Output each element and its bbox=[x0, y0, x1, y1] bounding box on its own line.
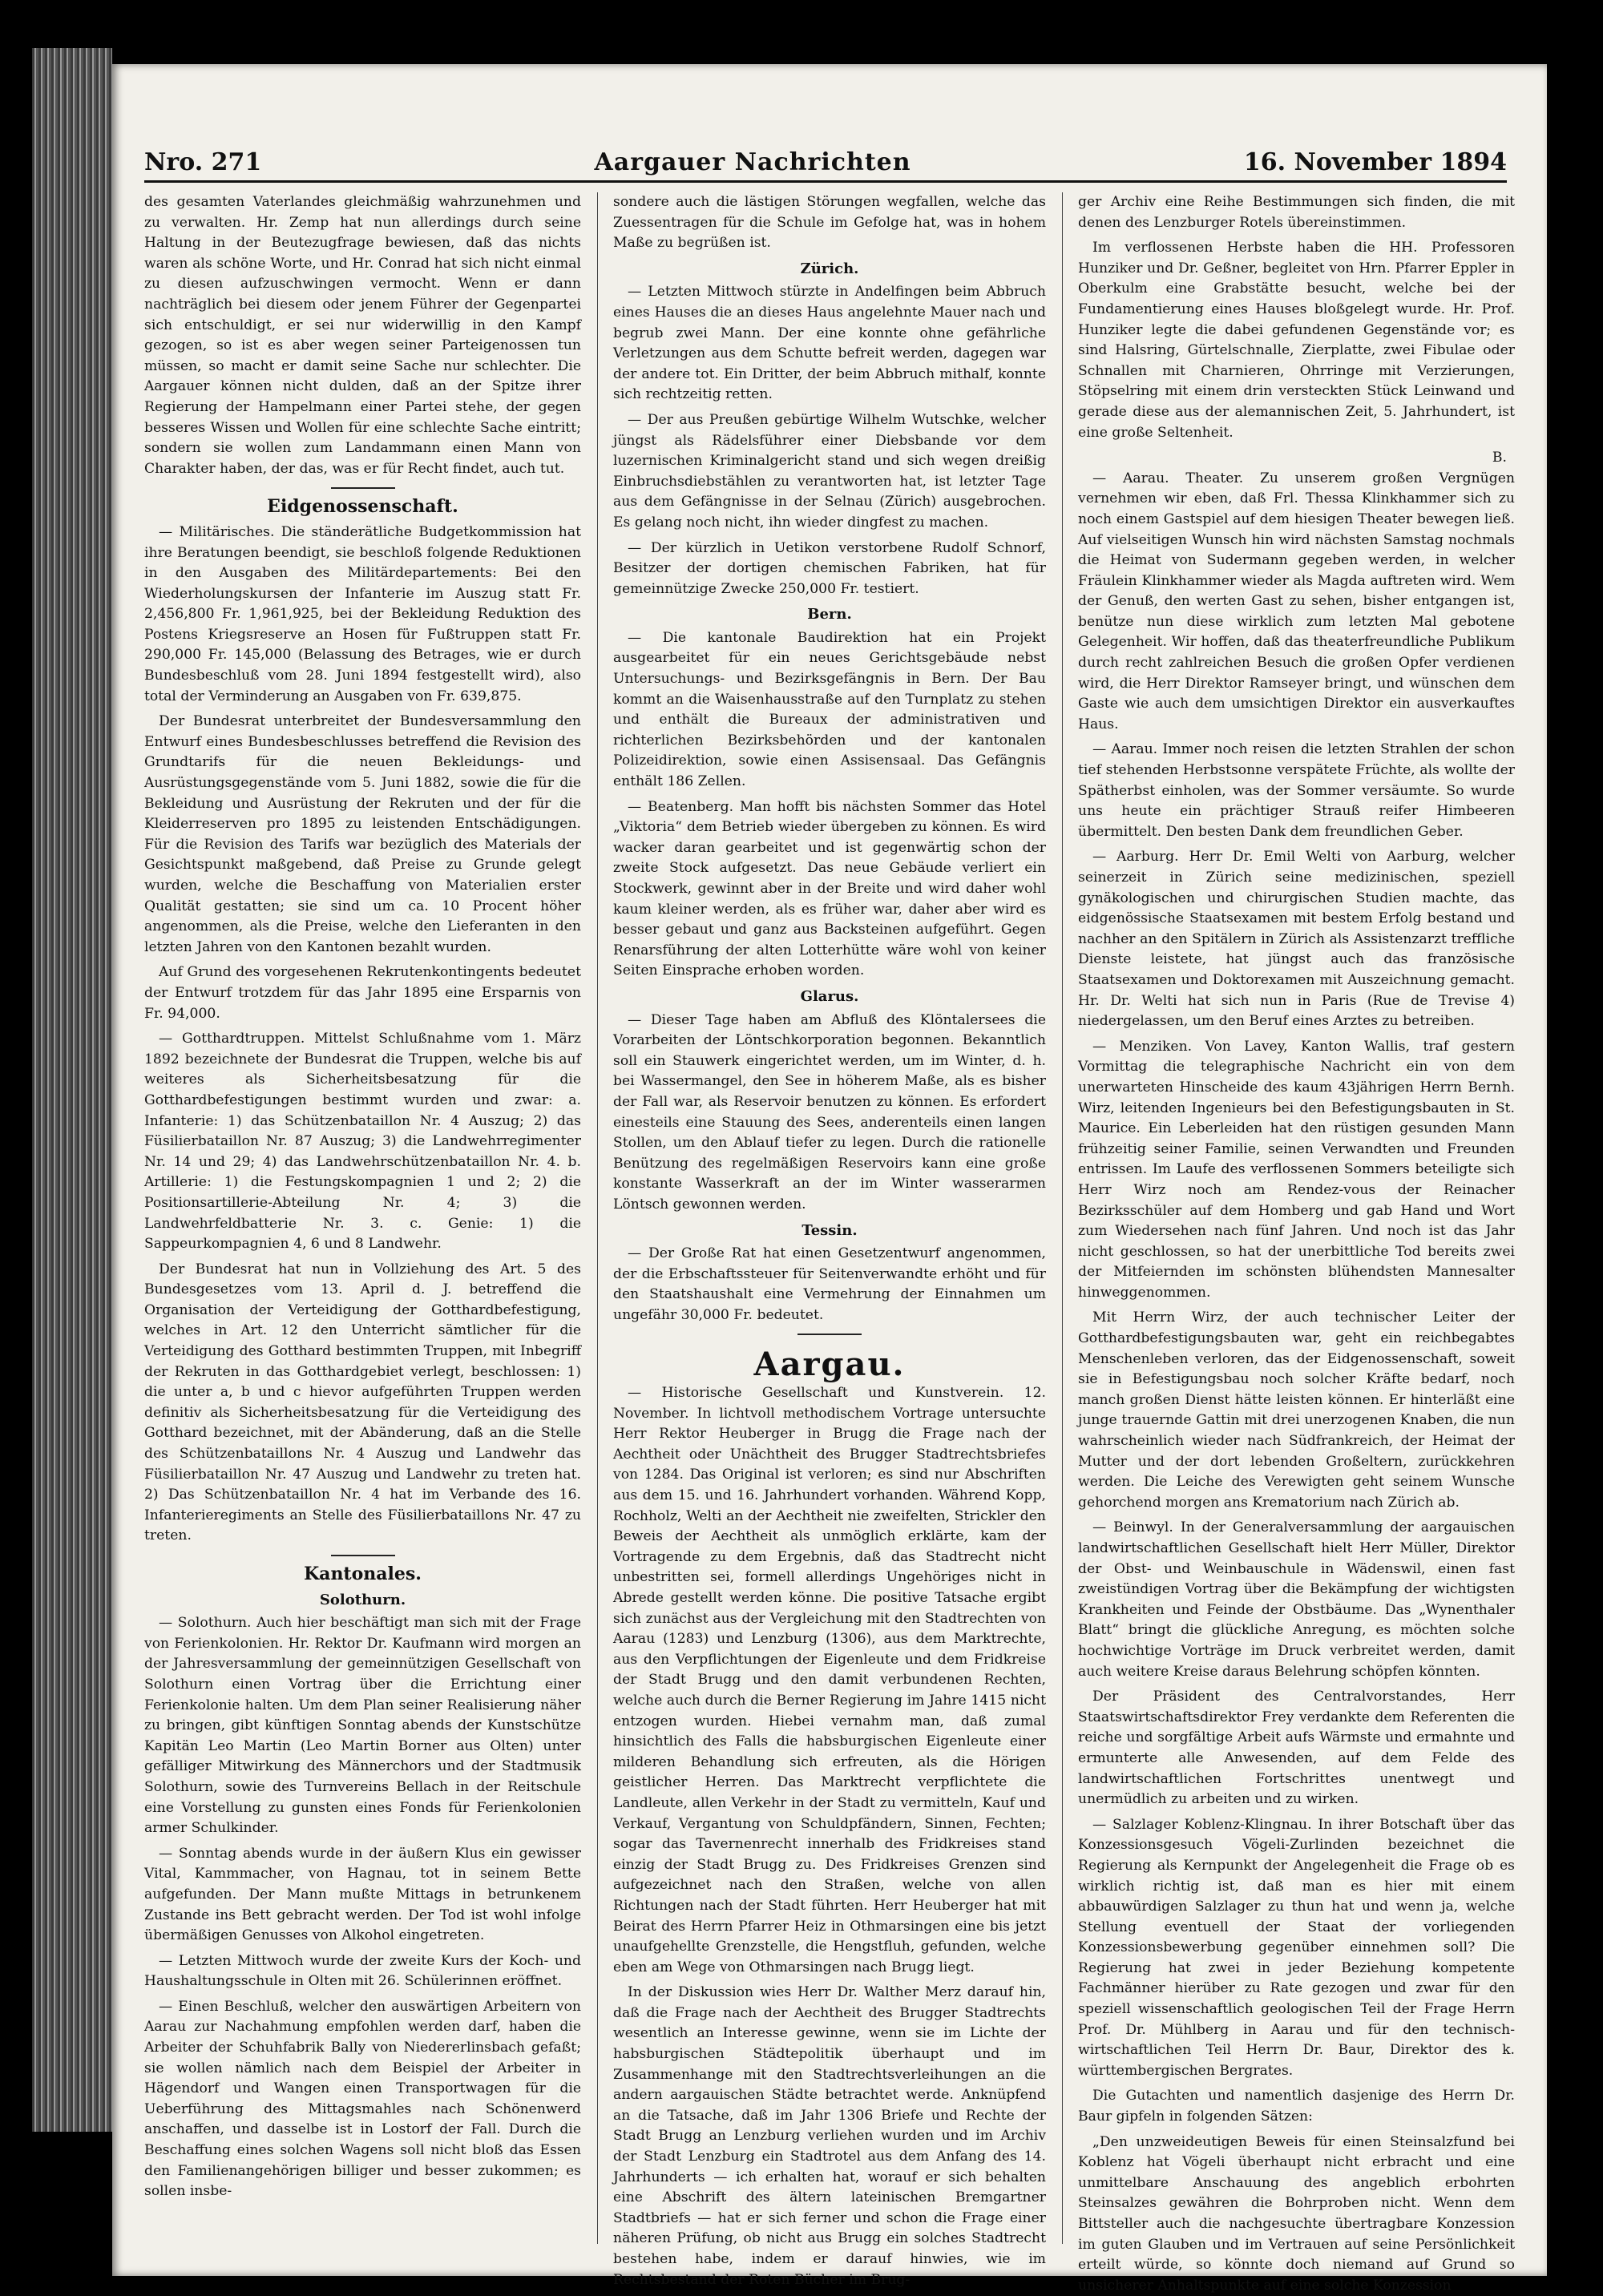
column-3 bbox=[1078, 192, 1515, 2294]
article-paragraph: — Der aus Preußen gebürtige Wilhelm Wutschke, welcher jüngst als Rädelsführer einer Diebsbande vor dem luzernischen Kriminalgericht stand und sich wegen dreißig Einbruchsdiebstählen zu verantworten hat, ist letzter Tage aus dem Gefängnisse in der Selnau (Zürich) ausgebrochen. Es gelang noch nicht, ihn wieder dingfest zu machen. bbox=[613, 411, 1046, 531]
book-page-edges bbox=[32, 48, 112, 2132]
article-paragraph: sondere auch die lästigen Störungen wegfallen, welche das Zuessentragen für die Schule im Gefolge hat, was in hohem Maße zu begrüßen ist. bbox=[613, 194, 1046, 252]
author-signature: B. bbox=[1492, 450, 1507, 466]
article-paragraph: — Aarburg. Herr Dr. Emil Welti von Aarburg, welcher seinerzeit in Zürich seine medizinischen, speziell gynäkologischen und chirurgischen Studien machte, das eidgenössische Staatsexamen mit bestem Erfolg bestand und nachher an den Spitälern in Zürich als Assistenzarzt treffliche Dienste leistete, hat jüngst auch das französische Staatsexamen und Doktorexamen mit Auszeichnung gemacht. Hr. Dr. Welti hat sich nun in Paris (Rue de Trevise 4) niedergelassen, um den Beruf eines Arztes zu betreiben. bbox=[1078, 849, 1515, 1030]
article-paragraph: — Der kürzlich in Uetikon verstorbene Rudolf Schnorf, Besitzer der dortigen chemischen Fabriken, hat für gemeinnützige Zwecke 250,000 Fr. testiert. bbox=[613, 539, 1046, 597]
section-heading: Eidgenossenschaft. bbox=[267, 496, 458, 518]
article-paragraph: — Einen Beschluß, welcher den auswärtigen Arbeitern von Aarau zur Nachahmung empfohlen werden darf, haben die Arbeiter der Schuhfabrik Bally von Niedererlinsbach gefaßt; sie wollen nämlich nach dem Beispiel der Arbeiter in Hägendorf und Wangen einen Transportwagen für die Ueberführung des Mittagsmahles nach Schönenwerd anschaffen, und dasselbe ist in Lostorf der Fall. Durch die Beschaffung eines solchen Wagens soll nicht bloß das Essen den Familienangehörigen billiger und besser zukommen; es sollen insbe- bbox=[144, 1998, 581, 2200]
article-paragraph: — Dieser Tage haben am Abfluß des Klöntalersees die Vorarbeiten der Löntschkorporation begonnen. Bekanntlich soll ein Stauwerk eingerichtet werden, um im Winter, d. h. bei Wassermangel, den See in höherem Maße, als es bisher der Fall war, als Reservoir benutzen zu können. Es erfordert einesteils eine Stauung des Sees, anderenteils einen langen Stollen, um den Ablauf tiefer zu legen. Durch die rationelle Benützung des regelmäßigen Reservoirs kann eine große konstante Wasserkraft an der im Winter wasserarmen Löntsch gewonnen werden. bbox=[613, 1011, 1046, 1213]
article-paragraph: — Beatenberg. Man hofft bis nächsten Sommer das Hotel „Viktoria“ dem Betrieb wieder übergeben zu können. Es wird wacker daran gearbeitet und ist gegenwärtig schon der zweite Stock aufgesetzt. Das neue Gebäude verliert ein Stockwerk, gewinnt aber in der Breite und wird daher wohl kaum kleiner werden, als es früher war, daher aber wird es besser gebaut und ganz aus Backsteinen aufgeführt. Gegen Renarsführung der alten Lotterhütte wäre wohl von keiner Seiten Einsprache erhoben worden. bbox=[613, 798, 1046, 979]
column-1 bbox=[144, 192, 581, 2244]
article-paragraph: — Letzten Mittwoch stürzte in Andelfingen beim Abbruch eines Hauses die an dieses Haus angelehnte Mauer nach und begrub zwei Mann. Der eine konnte ohne gefährliche Verletzungen aus dem Schutte befreit werden, dagegen war der andere tot. Ein Dritter, der beim Abbruch mithalf, konnte sich rechtzeitig retten. bbox=[613, 284, 1046, 403]
subsection-heading: Glarus. bbox=[800, 987, 859, 1005]
article-paragraph: Auf Grund des vorgesehenen Rekrutenkontingents bedeutet der Entwurf trotzdem für das Jahr 1895 eine Ersparnis von Fr. 94,000. bbox=[144, 964, 581, 1022]
section-heading: Kantonales. bbox=[304, 1564, 422, 1584]
section-heading-large: Aargau. bbox=[753, 1346, 906, 1384]
article-paragraph: — Solothurn. Auch hier beschäftigt man sich mit der Frage von Ferienkolonien. Hr. Rektor Dr. Kaufmann wird morgen an der Jahresversammlung der gemeinnützigen Gesellschaft von Solothurn einen Vortrag über die Errichtung einer Ferienkolonie halten. Um dem Plan seiner Realisierung näher zu bringen, gibt künftigen Sonntag abends der Kunstschütze Kapitän Leo Martin (Leo Martin Borner aus Olten) unter gefälliger Mitwirkung des Männerchors und der Stadtmusik Solothurn, sowie des Turnvereins Bellach in der Reitschule eine Vorstellung zu gunsten eines Fonds für Ferienkolonien armer Schulkinder. bbox=[144, 1615, 581, 1837]
header-rule bbox=[144, 180, 1507, 183]
article-paragraph: Im verflossenen Herbste haben die HH. Professoren Hunziker und Dr. Geßner, begleitet von Hrn. Pfarrer Eppler in Oberkulm eine Grabstätte besucht, welche bei der Fundamentierung eines Hauses bloßgelegt wurde. Hr. Prof. Hunziker legte die dabei gefundenen Gegenstände vor; es sind Halsring, Gürtelschnalle, Zierplatte, zwei Fibulae oder Schnallen mit Charnieren, Ohrringe mit Verzierungen, Stöpselring mit einem drin versteckten Stück Leinwand und gerade diese aus der alemannischen Zeit, 5. Jahrhundert, ist eine große Seltenheit. bbox=[1078, 240, 1515, 441]
article-paragraph: — Letzten Mittwoch wurde der zweite Kurs der Koch- und Haushaltungsschule in Olten mit 26. Schülerinnen eröffnet. bbox=[144, 1952, 581, 1990]
article-paragraph: Mit Herrn Wirz, der auch technischer Leiter der Gotthardbefestigungsbauten war, geht ein reichbegabtes Menschenleben verloren, das der Eidgenossenschaft, soweit sie in Befestigungsbau noch solcher Kräfte bedarf, noch manch großen Dienst hätte leisten können. Er hinterläßt eine junge trauernde Gattin mit drei unerzogenen Knaben, die nun wahrscheinlich wieder nach Südfrankreich, der Heimat der Mutter und der dort lebenden Großeltern, zurückkehren werden. Die Leiche des Verewigten geht seinem Wunsche gehorchend morgen ans Krematorium nach Zürich ab. bbox=[1078, 1309, 1515, 1511]
article-paragraph: — Beinwyl. In der Generalversammlung der aargauischen landwirtschaftlichen Gesellschaft hielt Herr Müller, Direktor der Obst- und Weinbauschule in Wädenswil, einen fast zweistündigen Vortrag über die Bekämpfung der wichtigsten Krankheiten und Feinde der Obstbäume. Das „Wynenthaler Blatt“ bringt die glückliche Anregung, es möchten solche hochwichtige Vorträge im Druck verbreitet werden, damit auch weitere Kreise daraus Belehrung schöpfen könnten. bbox=[1078, 1519, 1515, 1680]
article-paragraph: — Gotthardtruppen. Mittelst Schlußnahme vom 1. März 1892 bezeichnete der Bundesrat die Truppen, welche bis auf weiteres als Sicherheitsbesatzung für die Gotthardbefestigungen bestimmt wurden und zwar: a. Infanterie: 1) das Schützenbataillon Nr. 4 Auszug; 2) das Füsilierbataillon Nr. 87 Auszug; 3) die Landwehrregimenter Nr. 14 und 29; 4) das Landwehrschützenbataillon Nr. 4. b. Artillerie: 1) die Festungskompagnien 1 und 2; 2) die Positionsartillerie-Abteilung Nr. 4; 3) die Landwehrfeldbatterie Nr. 3. c. Genie: 1) die Sappeurkompagnien 4, 6 und 8 Landwehr. bbox=[144, 1031, 581, 1253]
article-paragraph: Die Gutachten und namentlich dasjenige des Herrn Dr. Baur gipfeln in folgenden Sätzen: bbox=[1078, 2088, 1515, 2125]
article-paragraph: Der Präsident des Centralvorstandes, Herr Staatswirtschaftsdirektor Frey verdankte dem Referenten die reiche und sorgfältige Arbeit aufs Wärmste und ermahnte und ermunterte alle Anwesenden, auf dem Felde des landwirtschaftlichen Fortschrittes unentwegt und unermüdlich zu arbeiten und zu wirken. bbox=[1078, 1689, 1515, 1808]
article-paragraph: des gesamten Vaterlandes gleichmäßig wahrzunehmen und zu verwalten. Hr. Zemp hat nun allerdings durch seine Haltung in der Beutezugfrage bewiesen, daß das nichts waren als schöne Worte, und Hr. Conrad hat sich nicht einmal zu diesen aufzuschwingen vermocht. Wenn er dann nachträglich bei diesem oder jenem Führer der Gegenpartei sich entschuldigt, er sei nur widerwillig in den Kampf gezogen, so ist es aber wegen seiner Parteigenossen tun müssen, so macht er damit seine Sache nur schlechter. Die Aargauer können nicht dulden, daß an der Spitze ihrer Regierung der Hampelmann einer Partei stehe, der gegen besseres Wissen und Wollen für eine schlechte Sache eintritt; sondern sie wollen zum Landammann einen Mann von Charakter haben, der das, was er für Recht findet, auch tut. bbox=[144, 194, 581, 477]
article-paragraph: — Salzlager Koblenz-Klingnau. In ihrer Botschaft über das Konzessionsgesuch Vögeli-Zurlinden bezeichnet die Regierung als Kernpunkt der Angelegenheit die Frage ob es wirklich richtig ist, daß man es hier mit einem abbauwürdigen Salzlager zu thun hat und wenn ja, welche Stellung eventuell der Staat der vorliegenden Konzessionsbewerbung gegenüber einnehmen soll? Die Regierung hat zwei in jeder Beziehung kompetente Fachmänner hierüber zu Rate gezogen und zwar für den speziell wissenschaftlich geologischen Teil der Frage Herrn Prof. Dr. Mühlberg in Aarau und für den technisch-wirtschaftlichen Teil Herrn Dr. Baur, Direktor des k. württembergischen Bergrates. bbox=[1078, 1816, 1515, 2079]
issue-number: Nro. 271 bbox=[144, 148, 262, 176]
article-paragraph: — Sonntag abends wurde in der äußern Klus ein gewisser Vital, Kammmacher, von Hagnau, tot in seinem Bette aufgefunden. Der Mann mußte Mittags in betrunkenem Zustande ins Bett gebracht werden. Der Tod ist wohl infolge übermäßigen Genusses von Alkohol eingetreten. bbox=[144, 1845, 581, 1944]
article-paragraph: ger Archiv eine Reihe Bestimmungen sich finden, die mit denen des Lenzburger Rotels übereinstimmen. bbox=[1078, 194, 1515, 231]
separator-rule bbox=[797, 1334, 862, 1335]
issue-date: 16. November 1894 bbox=[1243, 148, 1507, 176]
article-paragraph: — Militärisches. Die ständerätliche Budgetkommission hat ihre Beratungen beendigt, sie beschloß folgende Reduktionen in den Ausgaben des Militärdepartements: Bei den Wiederholungskursen der Infanterie im Auszug statt Fr. 2,456,800 Fr. 1,961,925, bei der Bekleidung Reduktion des Postens Kriegsreserve an Hosen für Fußtruppen statt Fr. 290,000 Fr. 145,000 (Belassung des Betrages, wie er durch Bundesbeschluß vom 28. Juni 1894 festgestellt wird), also total der Verminderung an Ausgaben von Fr. 639,875. bbox=[144, 523, 581, 704]
column-2 bbox=[613, 192, 1046, 2288]
article-paragraph: In der Diskussion wies Herr Dr. Walther Merz darauf hin, daß die Frage nach der Aechtheit des Brugger Stadtrechts wesentlich an Interesse gewinne, wenn sie im Lichte der habsburgischen Städtepolitik überhaupt und im Zusammenhange mit den Stadtrechtsverleihungen an die andern aargauischen Städte betrachtet werde. Anknüpfend an die Tatsache, daß im Jahr 1306 Briefe und Rechte der Stadt Brugg an Lenzburg verliehen wurden und im Archiv der Stadt Lenzburg ein Stadtrotel aus dem Anfang des 14. Jahrhunderts — ich erhalten hat, worauf er sich behalten eine Abschrift des ältern lateinischen Bremgartner Stadtbriefs — hat er sich ferner und schon die Frage einer näheren Prüfung, ob nicht aus Brugg ein solches Stadtrecht bestehen habe, indem er darauf hinwies, wie im Rechtsbestand der Roten Bücher im Brug- bbox=[613, 1984, 1046, 2288]
column-divider bbox=[597, 192, 598, 2244]
article-paragraph: — Historische Gesellschaft und Kunstverein. 12. November. In lichtvoll methodischem Vortrage untersuchte Herr Rektor Heuberger in Brugg die Frage nach der Aechtheit oder Unächtheit des Brugger Stadtrechtsbriefes von 1284. Das Original ist verloren; es sind nur Abschriften aus dem 15. und 16. Jahrhundert vorhanden. Während Kopp, Rochholz, Welti an der Aechtheit nie zweifelten, Strickler den Beweis der Aechtheit als unmöglich erklärte, kam der Vortragende zu dem Ergebnis, daß das Stadtrecht nicht unbestritten sei, formell allerdings Ungehöriges nicht in Abrede gestellt werden könne. Die positive Tatsache ergibt sich zunächst aus der Vergleichung mit den Stadtrechten von Aarau (1283) und Lenzburg (1306), aus dem Marktrechte, aus den Verpflichtungen der Eigenleute und dem Fridkreise der Stadt Brugg und den damit verbundenen Rechten, welche auch durch die Berner Regierung im Jahre 1415 nicht entzogen wurden. Hiebei vernahm man, daß zumal hinsichtlich des Falls die habsburgischen Eigenleute einer milderen Behandlung sich erfreuten, als die Hörigen geistlicher Herren. Das Marktrecht verpflichtete die Landleute, allen Verkehr in der Stadt zu vermitteln, Kauf und Verkauf, Vergantung von Schuldpfändern, Sinnen, Fechten; sogar das Tavernenrecht innerhalb des Fridkreises stand einzig der Stadt Brugg zu. Des Fridkreises Grenzen sind aufgezeichnet nach den Straßen, welche von allen Richtungen nach der Stadt führten. Herr Heuberger hat mit Beirat des Herrn Pfarrer Heiz in Othmarsingen eine bis jetzt unaufgehellte Grenzstelle, die Hengstfluh, gefunden, welche eben am Wege von Othmarsingen nach Brugg liegt. bbox=[613, 1385, 1046, 1975]
article-paragraph: „Den unzweideutigen Beweis für einen Steinsalzfund bei Koblenz hat Vögeli überhaupt nicht erbracht und eine unmittelbare Anschauung des angeblich erbohrten Steinsalzes gewähren die Bohrproben nicht. Wenn dem Bittsteller auch die nachgesuchte übertragbare Konzession im guten Glauben und im Vertrauen auf seine Persönlichkeit erteilt würde, so könnte doch niemand auf Grund so unsicherer Anhaltspunkte auf eine solche Konzession bbox=[1078, 2133, 1515, 2294]
newspaper-title: Aargauer Nachrichten bbox=[594, 148, 911, 176]
separator-rule bbox=[331, 1555, 395, 1556]
subsection-heading: Zürich. bbox=[800, 260, 859, 277]
article-paragraph: — Aarau. Immer noch reisen die letzten Strahlen der schon tief stehenden Herbstsonne verspätete Früchte, als wollte der Spätherbst einholen, was der Sommer versäumte. So wurde uns heute ein prächtiger Strauß reifer Himbeeren übermittelt. Den besten Dank dem freundlichen Geber. bbox=[1078, 741, 1515, 840]
article-paragraph: — Der Große Rat hat einen Gesetzentwurf angenommen, der die Erbschaftssteuer für Seitenverwandte erhöht und für den Staatshaushalt eine Vermehrung der Einnahmen um ungefähr 30,000 Fr. bedeutet. bbox=[613, 1245, 1046, 1323]
newspaper-page bbox=[112, 64, 1547, 2294]
article-paragraph: Der Bundesrat hat nun in Vollziehung des Art. 5 des Bundesgesetzes vom 13. April d. J. betreffend die Organisation der Verteidigung der Gotthardbefestigung, welches in Art. 12 den Unterricht sämtlicher für die Verteidigung des Gotthard bestimmten Truppen, mit Inbegriff der Rekruten in das Gotthardgebiet verlegt, beschlossen: 1) die unter a, b und c hievor aufgeführten Truppen werden definitiv als Sicherheitsbesatzung für die Verteidigung des Gotthard bezeichnet, mit der Abänderung, daß an die Stelle des Schützenbataillons Nr. 4 Auszug und Landwehr das Füsilierbataillon Nr. 47 Auszug und Landwehr zu treten hat. 2) Das Schützenbataillon Nr. 4 hat im Verbande des 16. Infanterieregiments an Stelle des Füsilierbataillons Nr. 47 zu treten. bbox=[144, 1261, 581, 1544]
subsection-heading: Tessin. bbox=[802, 1221, 858, 1239]
page-header bbox=[144, 144, 1507, 176]
separator-rule bbox=[331, 487, 395, 489]
subsection-heading: Bern. bbox=[807, 606, 852, 623]
article-paragraph: — Menziken. Von Lavey, Kanton Wallis, traf gestern Vormittag die telegraphische Nachricht ein von dem unerwarteten Hinscheide des kaum 43jährigen Herrn Bernh. Wirz, leitenden Ingenieurs bei den Befestigungsbauten in St. Maurice. Ein Leberleiden hat den rüstigen gesunden Mann frühzeitig seiner Familie, seinen Verwandten und Freunden entrissen. Im Laufe des verflossenen Sommers beteiligte sich Herr Wirz noch am Rendez-vous der Reinacher Bezirksschüler auf dem Homberg und gab Hand und Wort zum Wiedersehen nach fünf Jahren. Und noch ist das Jahr nicht geschlossen, so hat der unerbittliche Tod bereits zwei der Mitfeiernden im schönsten blühendsten Mannesalter hinweggenommen. bbox=[1078, 1038, 1515, 1301]
article-paragraph: Der Bundesrat unterbreitet der Bundesversammlung den Entwurf eines Bundesbeschlusses betreffend die Revision des Grundtarifs für die neuen Bekleidungs- und Ausrüstungsgegenstände vom 5. Juni 1882, sowie die für die Bekleidung und Ausrüstung der Rekruten und der für die Kleiderreserven pro 1895 zu leistenden Entschädigungen. Für die Revision des Tarifs war bezüglich des Materials der Gesichtspunkt maßgebend, daß Preise zu Grunde gelegt wurden, welche die Beschaffung von Materialien erster Qualität gestatten; sie sind um ca. 10 Procent höher angenommen, als die Preise, welche den Lieferanten in den letzten Jahren von den Kantonen bezahlt wurden. bbox=[144, 713, 581, 955]
article-paragraph: — Aarau. Theater. Zu unserem großen Vergnügen vernehmen wir eben, daß Frl. Thessa Klinkhammer sich zu noch einem Gastspiel auf dem hiesigen Theater bewegen ließ. Auf vielseitigen Wunsch hin wird nächsten Samstag nochmals die Heimat von Sudermann gegeben werden, in welcher Fräulein Klinkhammer wieder als Magda auftreten wird. Wem der Genuß, den werten Gast zu sehen, bisher entgangen ist, benütze nun diese wirklich zum letzten Mal gebotene Gelegenheit. Wir hoffen, daß das theaterfreundliche Publikum durch recht zahlreichen Besuch die großen Opfer verdienen wird, die Herr Direktor Ramseyer bringt, und wünschen dem Gaste wie auch dem umsichtigen Direktor ein ausverkauftes Haus. bbox=[1078, 470, 1515, 732]
subsection-heading: Solothurn. bbox=[319, 1591, 406, 1608]
column-divider bbox=[1062, 192, 1063, 2244]
article-paragraph: — Die kantonale Baudirektion hat ein Projekt ausgearbeitet für ein neues Gerichtsgebäude nebst Untersuchungs- und Bezirksgefängnis in Bern. Der Bau kommt an die Waisenhausstraße auf den Turnplatz zu stehen und enthält die Bureaux der administrativen und richterlichen Bezirksbehörden und der kantonalen Polizeidirektion, sowie einen Assisensaal. Das Gefängnis enthält 186 Zellen. bbox=[613, 629, 1046, 790]
